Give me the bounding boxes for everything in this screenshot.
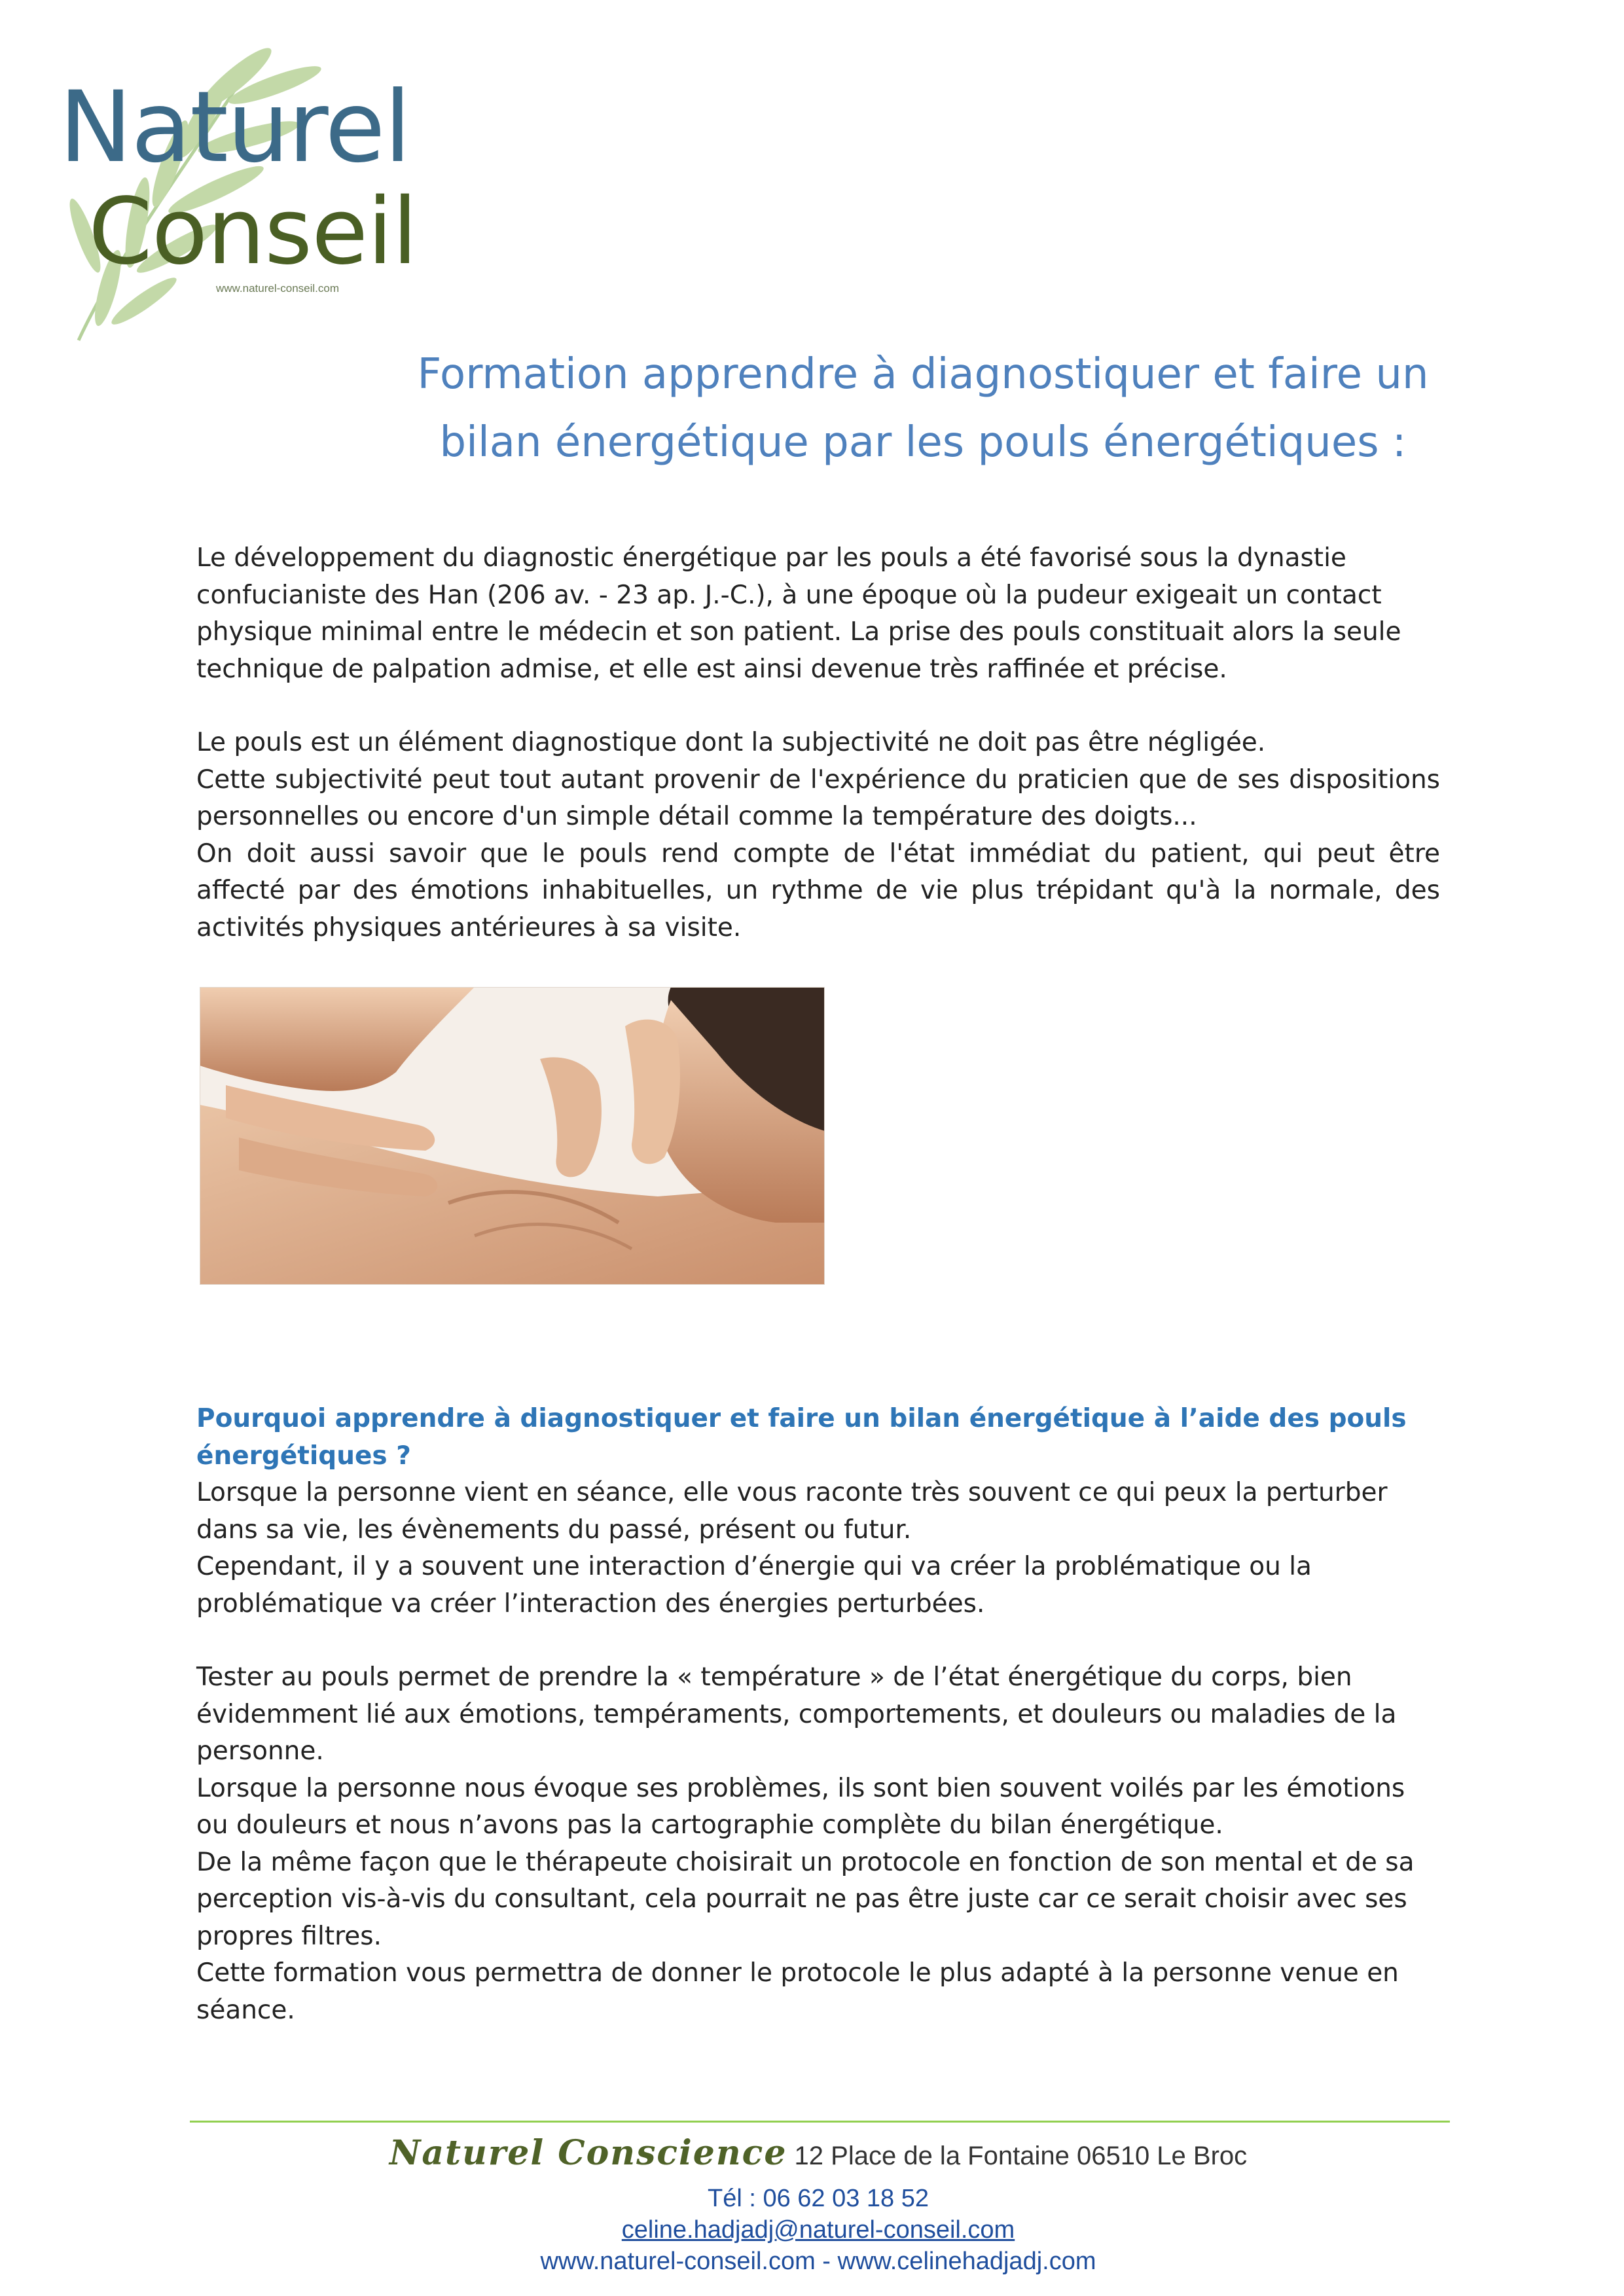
section-paragraph-4: Lorsque la personne nous évoque ses problèmes, ils sont bien souvent voilés par les émotions ou douleurs et nous n’avons pas la cartographie complète du bilan énergétique.	[196, 1773, 1405, 1840]
why-section	[196, 1401, 1440, 2029]
footer	[196, 2130, 1440, 2277]
hands-on-wrist-illustration	[200, 987, 825, 1285]
section-paragraph-1: Lorsque la personne vient en séance, elle vous raconte très souvent ce qui peux la perturber dans sa vie, les évènements du passé, présent ou futur.	[196, 1478, 1388, 1545]
section-paragraph-5: De la même façon que le thérapeute choisirait un protocole en fonction de son mental et de sa perception vis-à-vis du consultant, cela pourrait ne pas être juste car ce serait choisir avec ses propres filtres.	[196, 1847, 1415, 1951]
footer-phone: Tél : 06 62 03 18 52	[707, 2185, 929, 2212]
section-paragraph-2: Cependant, il y a souvent une interaction d’énergie qui va créer la problématique ou la problématique va créer l’interaction des énergies perturbées.	[196, 1552, 1312, 1619]
intro-section	[196, 540, 1440, 946]
logo-url: www.naturel-conseil.com	[216, 282, 340, 295]
section-paragraph-3: Tester au pouls permet de prendre la « température » de l’état énergétique du corps, bien évidemment lié aux émotions, tempéraments, comportements, et douleurs ou maladies de la personne.	[196, 1662, 1397, 1766]
intro-paragraph-1: Le développement du diagnostic énergétique par les pouls a été favorisé sous la dynastie confucianiste des Han (206 av. - 23 ap. J.-C.), à une époque où la pudeur exigeait un contact physique minimal entre le médecin et son patient. La prise des pouls constituait alors la seule technique de palpation admise, et elle est ainsi devenue très raffinée et précise.	[196, 543, 1401, 684]
logo	[39, 39, 418, 347]
section-heading: Pourquoi apprendre à diagnostiquer et faire un bilan énergétique à l’aide des pouls énergétiques ?	[196, 1404, 1407, 1471]
page-title	[367, 340, 1479, 476]
page-title-line1: Formation apprendre à diagnostiquer et faire un	[417, 350, 1429, 399]
logo-word-conseil: Conseil	[88, 179, 418, 285]
footer-divider	[190, 2121, 1450, 2123]
footer-brand: Naturel Conscience	[389, 2133, 787, 2173]
pulse-taking-photo	[200, 987, 825, 1285]
page-title-line2: bilan énergétique par les pouls énergétiques :	[439, 418, 1407, 467]
intro-paragraph-4: On doit aussi savoir que le pouls rend compte de l'état immédiat du patient, qui peut être affecté par des émotions inhabituelles, un rythme de vie plus trépidant qu'à la normale, des activités physiques antérieures à sa visite.	[196, 838, 1440, 942]
footer-address: 12 Place de la Fontaine 06510 Le Broc	[794, 2142, 1248, 2170]
intro-paragraph-3: Cette subjectivité peut tout autant provenir de l'expérience du praticien que de ses dispositions personnelles ou encore d'un simple détail comme la température des doigts...	[196, 764, 1440, 831]
footer-email-link[interactable]: celine.hadjadj@naturel-conseil.com	[621, 2216, 1015, 2244]
intro-paragraph-2: Le pouls est un élément diagnostique dont la subjectivité ne doit pas être négligée.	[196, 728, 1266, 757]
footer-address-line	[196, 2130, 1440, 2179]
logo-word-naturel: Naturel	[59, 71, 410, 185]
footer-websites[interactable]: www.naturel-conseil.com - www.celinehadjadj.com	[540, 2248, 1096, 2275]
section-paragraph-6: Cette formation vous permettra de donner le protocole le plus adapté à la personne venue en séance.	[196, 1958, 1399, 2025]
